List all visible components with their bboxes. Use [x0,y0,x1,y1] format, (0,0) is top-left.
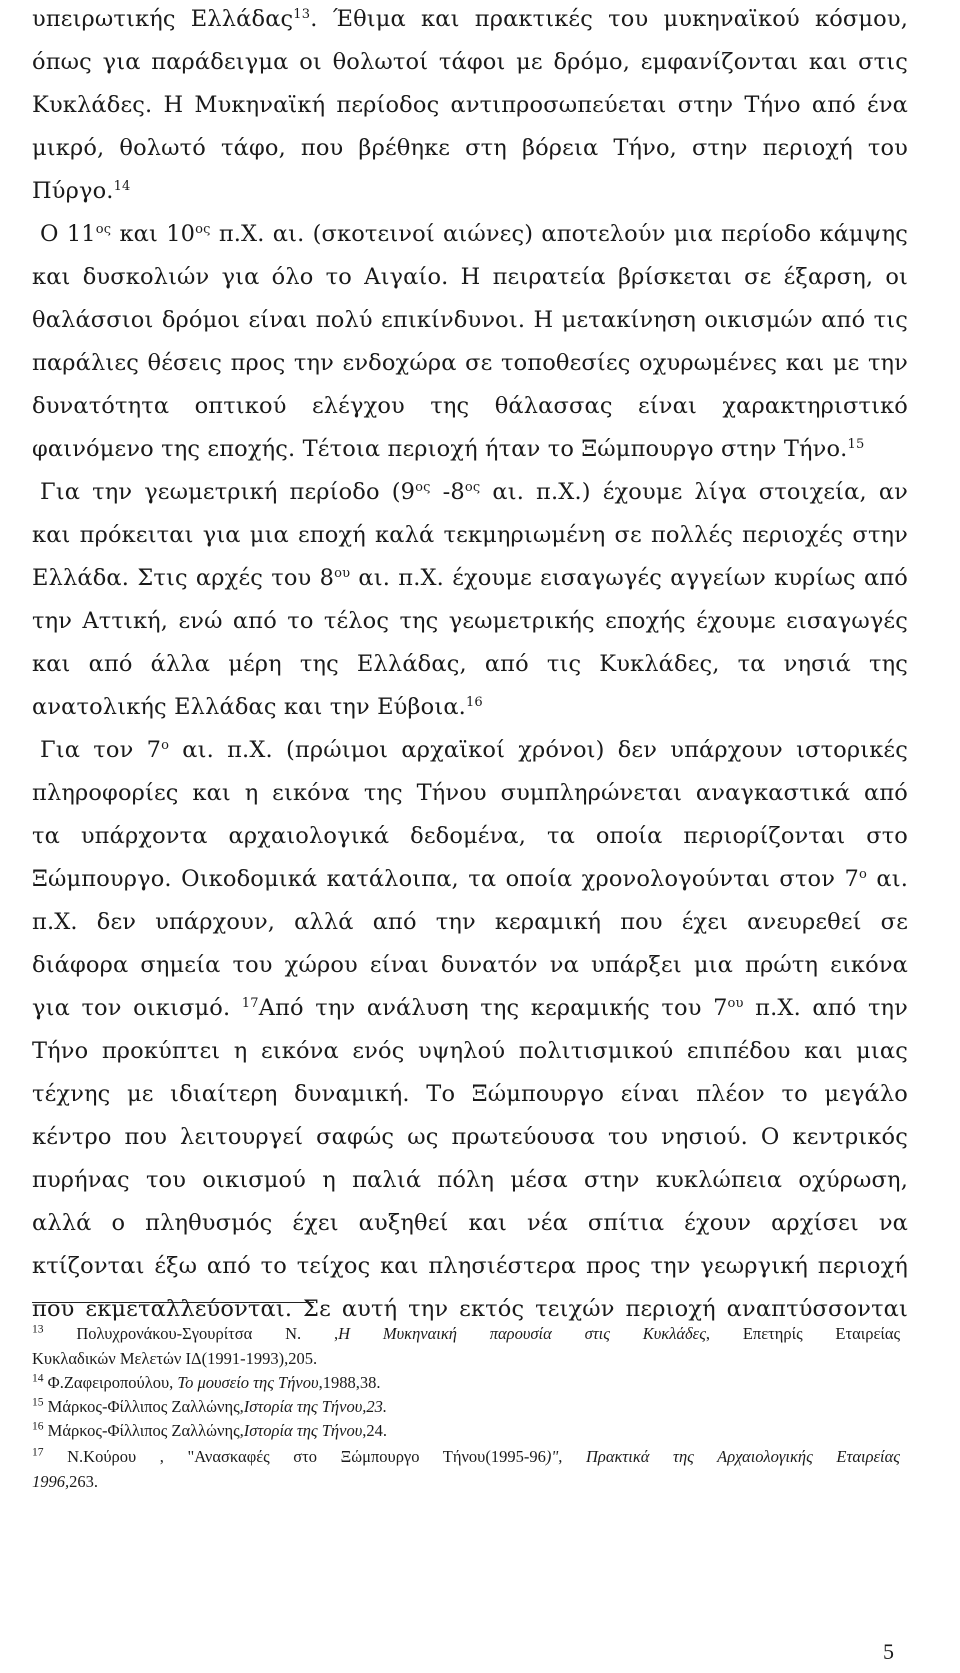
text-line: τα υπάρχοντα αρχαιολογικά δεδομένα, τα οποία περιορίζονται στο [32,823,908,849]
footnote-14: $^{14}$ Φ.Ζαφειροπούλου, Το μουσείο της Τήνου,1988,38. [32,1372,381,1392]
footnote-separator [32,1302,314,1303]
text-line: μικρό, θολωτό τάφο, που βρέθηκε στη βόρεια Τήνο, στην περιοχή του [32,135,908,161]
text-line: Τήνο προκύπτει η εικόνα ενός υψηλού πολιτισμικού επιπέδου και μιας [32,1038,908,1064]
text-line: υπειρωτικής Ελλάδας$^{13}$. Έθιμα και πρακτικές του μυκηναϊκού κόσμου, [32,6,908,32]
footnote-17-cont: 1996,263. [32,1472,98,1491]
text-line: παράλιες θέσεις προς την ενδοχώρα σε τοποθεσίες οχυρωμένες και με την [32,350,908,376]
text-line: και δυσκολιών για όλο το Αιγαίο. Η πειρατεία βρίσκεται σε έξαρση, οι [32,264,908,290]
footnote-15: $^{15}$ Μάρκος-Φίλλιπος Ζαλλώνης,Ιστορία της Τήνου,23. [32,1396,388,1416]
text-line: Πύργο.$^{14}$ [32,178,131,204]
footnote-17: $^{17}$ Ν.Κούρου , "Ανασκαφές στο Ξώμπουργο Τήνου(1995-96)", Πρακτικά της Αρχαιολογικής Εταιρείας [32,1446,900,1466]
footnote-ref-15[interactable]: 15 [847,436,865,452]
text-line: Ξώμπουργο. Οικοδομικά κατάλοιπα, τα οποία χρονολογούνται στον $7^o$ αι. [32,866,909,892]
text-line: Κυκλάδες. Η Μυκηναϊκή περίοδος αντιπροσωπεύεται στην Τήνο από ένα [32,92,908,118]
text-line: την Αττική, ενώ από το τέλος της γεωμετρικής εποχής έχουμε εισαγωγές [32,608,908,634]
text-line: φαινόμενο της εποχής. Τέτοια περιοχή ήταν το Ξώμπουργο στην Τήνο.$^{15}$ [32,436,865,462]
footnote-ref-14[interactable]: 14 [113,178,131,194]
text-line: πληροφορίες και η εικόνα της Τήνου συμπληρώνεται αναγκαστικά από [32,780,908,806]
footnote-ref-16[interactable]: 16 [465,694,483,710]
page-number: 5 [883,1639,894,1664]
text-line: που εκμεταλλεύονται. Σε αυτή την εκτός τειχών περιοχή αναπτύσσονται [32,1296,908,1322]
footnote-16: $^{16}$ Μάρκος-Φίλλιπος Ζαλλώνης,Ιστορία της Τήνου,24. [32,1420,388,1440]
text-line: πυρήνας του οικισμού η παλιά πόλη μέσα στην κυκλώπεια οχύρωση, [32,1167,908,1193]
text-line: ανατολικής Ελλάδας και την Εύβοια.$^{16}$ [32,694,483,720]
text-line: δυνατότητα οπτικού ελέγχου της θάλασσας είναι χαρακτηριστικό [32,393,908,419]
text-line: κτίζονται έξω από το τείχος και πλησιέστερα προς την γεωργική περιοχή [32,1253,908,1279]
text-line: και πρόκειται για μια εποχή καλά τεκμηριωμένη σε πολλές περιοχές στην [32,522,908,548]
footnote-ref-17[interactable]: 17 [241,995,259,1011]
paragraph-start: Για την γεωμετρική περίοδο ($9^{o\varsigma}$ $-8^{o\varsigma}$ αι. π.Χ.) έχουμε λίγα στοιχεία, αν [40,479,908,505]
footnote-13: $^{13}$ Πολυχρονάκου-Σγουρίτσα Ν. ,Η Μυκηναική παρουσία στις Κυκλάδες, Επετηρίς Εταιρείας [32,1323,901,1343]
paragraph-start: Για τον $7^o$ αι. π.Χ. (πρώιμοι αρχαϊκοί χρόνοι) δεν υπάρχουν ιστορικές [40,737,908,763]
paragraph-start: Ο $11^{o\varsigma}$ και $10^{o\varsigma}$ π.Χ. αι. (σκοτεινοί αιώνες) αποτελούν μια περίοδο κάμψης [40,221,908,247]
text-line: για τον οικισμό. $^{17}$Από την ανάλυση της κεραμικής του $7^{o\upsilon}$ π.Χ. από την [32,995,908,1021]
footnote-ref-13[interactable]: 13 [293,6,311,22]
text-line: και από άλλα μέρη της Ελλάδας, από τις Κυκλάδες, τα νησιά της [32,651,908,677]
text-line: κέντρο που λειτουργεί σαφώς ως πρωτεύουσα του νησιού. Ο κεντρικός [32,1124,908,1150]
footnote-13-cont: Κυκλαδικών Μελετών ΙΔ(1991-1993),205. [32,1349,318,1368]
text-line: διάφορα σημεία του χώρου είναι δυνατόν να υπάρξει μια πρώτη εικόνα [32,952,908,978]
text-line: θαλάσσιοι δρόμοι είναι πολύ επικίνδυνοι. Η μετακίνηση οικισμών από τις [32,307,908,333]
text-line: όπως για παράδειγμα οι θολωτοί τάφοι με δρόμο, εμφανίζονται και στις [32,49,908,75]
text-line: αλλά ο πληθυσμός έχει αυξηθεί και νέα σπίτια έχουν αρχίσει να [32,1210,908,1236]
text-line: Ελλάδα. Στις αρχές του $8^{o\upsilon}$ αι. π.Χ. έχουμε εισαγωγές αγγείων κυρίως από [32,565,909,591]
text-line: τέχνης με ιδιαίτερη δυναμική. Το Ξώμπουργο είναι πλέον το μεγάλο [32,1081,908,1107]
text-line: π.Χ. δεν υπάρχουν, αλλά από την κεραμική που έχει ανευρεθεί σε [32,909,908,935]
